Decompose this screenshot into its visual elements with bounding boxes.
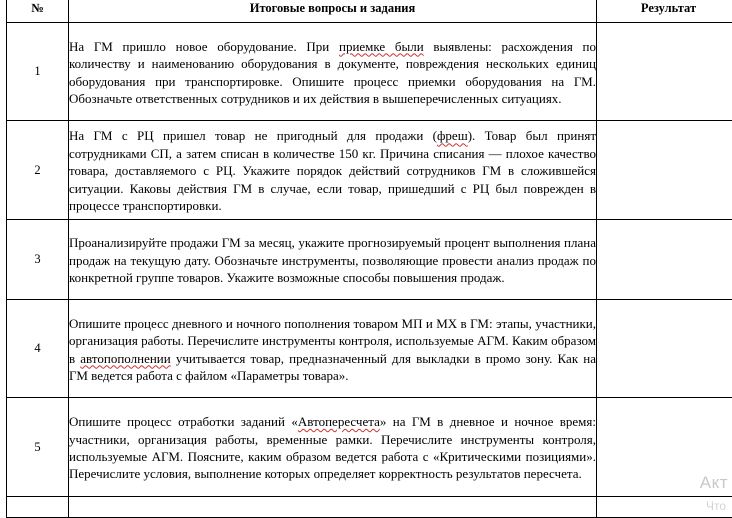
header-result: Результат bbox=[597, 0, 732, 23]
task-text bbox=[69, 220, 597, 300]
header-number: № bbox=[7, 0, 69, 23]
header-questions: Итоговые вопросы и задания bbox=[69, 0, 597, 23]
row-number: 2 bbox=[7, 121, 69, 220]
result-cell[interactable] bbox=[597, 23, 732, 121]
result-cell[interactable] bbox=[597, 300, 732, 398]
spellcheck-word: приемке были bbox=[339, 39, 424, 54]
row-number: 3 bbox=[7, 220, 69, 300]
task-text-part: ). Товар был принят сотрудниками СП, а затем списан в количестве 150 кг. Причина списания — плохое качество товара, доставляемого с РЦ. Укажите порядок действий сотрудников ГМ в сложившейся ситуации. Каковы действия ГМ в случае, если товар, пришедший с РЦ был поврежден в процессе транспортировки. bbox=[69, 128, 596, 213]
table-row bbox=[7, 300, 732, 398]
table-row bbox=[7, 398, 732, 497]
table-header-row bbox=[7, 0, 732, 23]
task-text-part: » на ГМ в дневное и ночное время: участники, организация работы, временные рамки. Перечислите инструменты контроля, используемые АГМ. Поясните, каким образом ведется работа с «Критическими позициями». Перечислите условия, выполнение которых определяет корректность результатов пересчета. bbox=[69, 414, 596, 481]
task-text bbox=[69, 497, 597, 518]
task-text-part: Опишите процесс дневного и ночного пополнения товаром МП и МХ в ГМ: этапы, участники, организация работы. Перечислите инструменты контроля, используемые АГМ. Каким образом в bbox=[69, 316, 596, 366]
task-text-part: Проанализируйте продажи ГМ за месяц, укажите прогнозируемый процент выполнения плана продаж на текущую дату. Обозначьте инструменты, позволяющие провести анализ продаж по конкретной группе товаров. Укажите возможные способы повышения продаж. bbox=[69, 235, 596, 285]
row-number bbox=[7, 497, 69, 518]
spellcheck-word: Автопересчета bbox=[298, 414, 380, 429]
task-text-part: На ГМ пришло новое оборудование. При bbox=[69, 39, 339, 54]
task-text-part: выявлены: расхождения по количеству и наименованию оборудования в документе, повреждения нескольких единиц оборудования при транспортировке. Опишите процесс приемки оборудования на ГМ. Обозначьте ответственных сотрудников и их действия в вышеперечисленных ситуациях. bbox=[69, 39, 596, 106]
table-row bbox=[7, 121, 732, 220]
spellcheck-word: фреш bbox=[437, 128, 468, 143]
row-number: 1 bbox=[7, 23, 69, 121]
table-row bbox=[7, 497, 732, 518]
task-text bbox=[69, 398, 597, 497]
result-cell[interactable] bbox=[597, 121, 732, 220]
task-text bbox=[69, 300, 597, 398]
task-text bbox=[69, 23, 597, 121]
spellcheck-word: автопополнении bbox=[80, 351, 170, 366]
task-text bbox=[69, 121, 597, 220]
table-row bbox=[7, 220, 732, 300]
row-number: 5 bbox=[7, 398, 69, 497]
activation-watermark: Акт bbox=[700, 473, 728, 493]
row-number: 4 bbox=[7, 300, 69, 398]
task-text-part: Опишите процесс отработки заданий « bbox=[69, 414, 298, 429]
tasks-table bbox=[6, 0, 732, 518]
result-cell[interactable] bbox=[597, 220, 732, 300]
activation-watermark-subtext: Что bbox=[706, 499, 726, 513]
task-text-part: На ГМ с РЦ пришел товар не пригодный для продажи ( bbox=[69, 128, 437, 143]
table-row bbox=[7, 23, 732, 121]
task-text-part: учитывается товар, предназначенный для выкладки в промо зону. Как на ГМ ведется работа с файлом «Параметры товара». bbox=[69, 351, 596, 383]
